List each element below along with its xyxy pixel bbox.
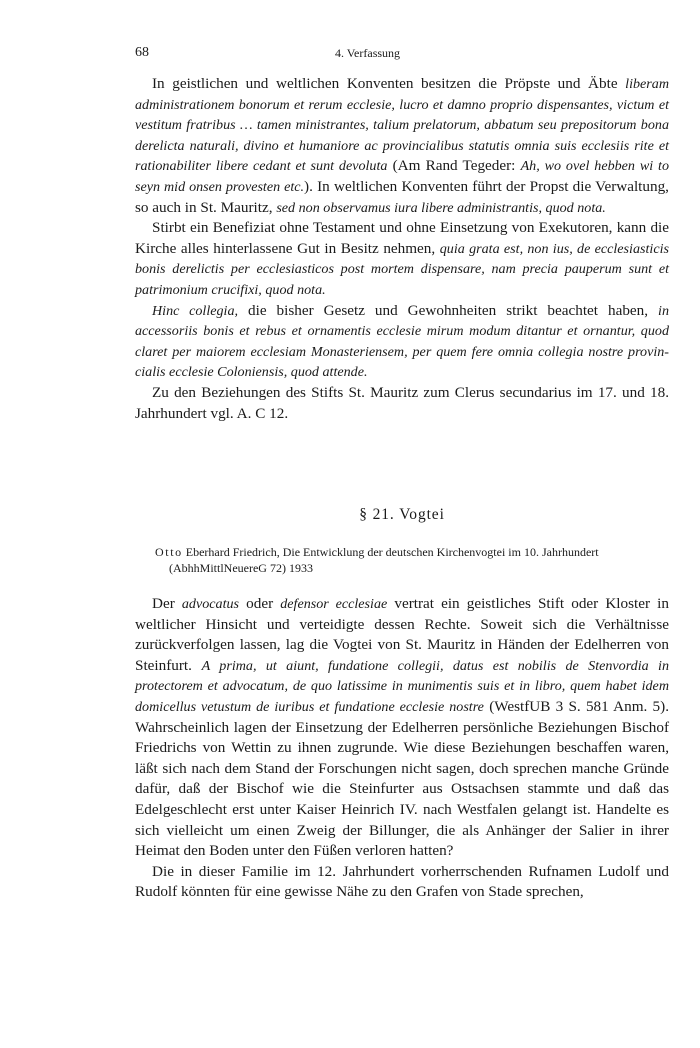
literature-series: (AbhhMittlNeuereG 72) 1933 <box>169 561 313 575</box>
paragraph-konvente: In geistlichen und weltlichen Konventen besitzen die Pröpste und Äbte liberam administrationem bonorum et rerum ecclesie, lucro et damno proprio dispensantes, victum et vestitum fratribus … tamen ministrantes, talium prelatorum, abbatum seu prepositorum bona derelicta naturali, divino et humaniore ac provincialibus statutis omnia suis ecclesiis rite et rationabiliter libere cedant et sunt devoluta (Am Rand Tegeder: Ah, wo ovel hebben wi to seyn mid onsen provesten etc.). In weltlichen Konventen führt der Propst die Verwaltung, so auch in St. Mauritz, sed non observamus iura libere administrantis, quod nota. <box>135 75 670 216</box>
paragraph-clerus-secundarius: Zu den Beziehungen des Stifts St. Mauritz zum Clerus secundarius im 17. und 18. Jahrhundert vgl. A. C 12. <box>135 383 669 422</box>
running-title: 4. Verfassung <box>334 46 401 60</box>
latin-quote: quia grata est, non ius, de ecclesiasticis bonis derelictis per ecclesiasticos post mortem dispensare, nam precia pauperum sunt et patrimonium crucifixi, quod nota. <box>135 240 669 298</box>
latin-quote: Hinc collegia, <box>152 302 239 319</box>
page-number: 68 <box>135 45 149 60</box>
section-heading: § 21. Vogtei <box>359 506 445 523</box>
paragraph-benefiziat: Stirbt ein Benefiziat ohne Testament und ohne Einsetzung von Exekutoren, kann die Kirche alles hinterlassene Gut in Besitz nehmen, quia grata est, non ius, de ecclesiasticis bonis derelictis per ecclesiasticos post mortem dispensare, nam precia pauperum sunt et patrimonium crucifixi, quod nota. <box>135 219 669 298</box>
latin-term: advocatus <box>181 596 240 612</box>
paragraph-advocatus: Der advocatus oder defensor ecclesiae vertrat ein geistliches Stift oder Kloster in weltlicher Hinsicht und verteidigte dessen Rechte. Soweit sich die Verhältnisse zurückverfolgen lassen, lag die Vogtei von St. Mauritz in Händen der Edelherren von Steinfurt. A prima, ut aiunt, fundatione collegii, datus est nobilis de Stenvordia in protectorem et advocatum, de quo latissime in munimentis suis et in libro, quem habet idem domicellus vetustum de iuribus et fundatione ecclesie nostre (WestfUB 3 S. 581 Anm. 5). Wahrscheinlich lagen der Einsetzung der Edelherren persönliche Beziehungen Bischof Friedrichs von Wettin zu ihnen zugrunde. Wie diese Beziehungen beschaffen waren, läßt sich nach dem Stand der Forschungen nicht sagen, doch sprechen manche Gründe dafür, daß der Bischof wie die Steinfurter aus Ostsachsen stammte und daß das Edelgeschlecht erst unter Kaiser Heinrich IV. nach Westfalen gelangt ist. Handelte es sich vielleicht um einen Zweig der Billunger, die als Anhänger der Salier in ihrer Heimat den Boden unter den Füßen verloren hatten? <box>135 595 670 860</box>
latin-quote: A prima, ut aiunt, fundatione collegii, datus est nobilis de Stenvordia in protectorem et advocatum, de quo latissime in munimentis suis et in libro, quem habet idem domicellus vetustum de iuribus et fundatione ecclesie nostre <box>135 657 670 715</box>
literature-note: Otto Eberhard Friedrich, Die Entwicklung der deutschen Kirchenvogtei im 10. Jahrhundert (AbhhMittlNeuereG 72) 1933 <box>155 544 669 576</box>
latin-term: defensor ecclesiae <box>280 596 388 612</box>
text-block-vogtei <box>135 594 669 903</box>
paragraph-collegia: Hinc collegia, die bisher Gesetz und Gewohnheiten strikt beachtet haben, in accessoriis bonis et rebus et ornamentis ecclesie mirum modum ditantur et ornantur, quod claret per maiorem ecclesiam Monasteriensem, per quem fere omnia collegia nostre provincialis ecclesie Coloniensis, quod attende. <box>135 301 669 381</box>
paragraph-rufnamen: Die in dieser Familie im 12. Jahrhundert vorherrschenden Rufnamen Ludolf und Rudolf könnten für eine gewisse Nähe zu den Grafen von Stade sprechen, <box>135 862 669 901</box>
latin-quote: Ah, wo ovel hebben wi to seyn mid onsen provesten etc. <box>135 158 670 195</box>
latin-quote: liberam administrationem bonorum et rerum ecclesie, lucro et damno proprio dispensantes, victum et vestitum fratribus … tamen ministrantes, talium prelatorum, abbatum seu prepositorum bona derelicta naturali, divino et humaniore ac provincialibus statutis omnia suis ecclesiis rite et rationabiliter libere cedant et sunt devoluta <box>135 76 669 175</box>
author-name: Otto <box>155 545 183 559</box>
latin-quote: sed non observamus iura libere administrantis, quod nota. <box>276 199 606 216</box>
latin-quote: in accessoriis bonis et rebus et ornamentis ecclesie mirum modum ditantur et ornantur, quod claret per maiorem ecclesiam Monasteriensem, per quem fere omnia collegia nostre provincialis ecclesie Coloniensis, quod attende. <box>135 302 669 381</box>
page-header <box>135 45 600 65</box>
text-block-top <box>135 74 669 424</box>
